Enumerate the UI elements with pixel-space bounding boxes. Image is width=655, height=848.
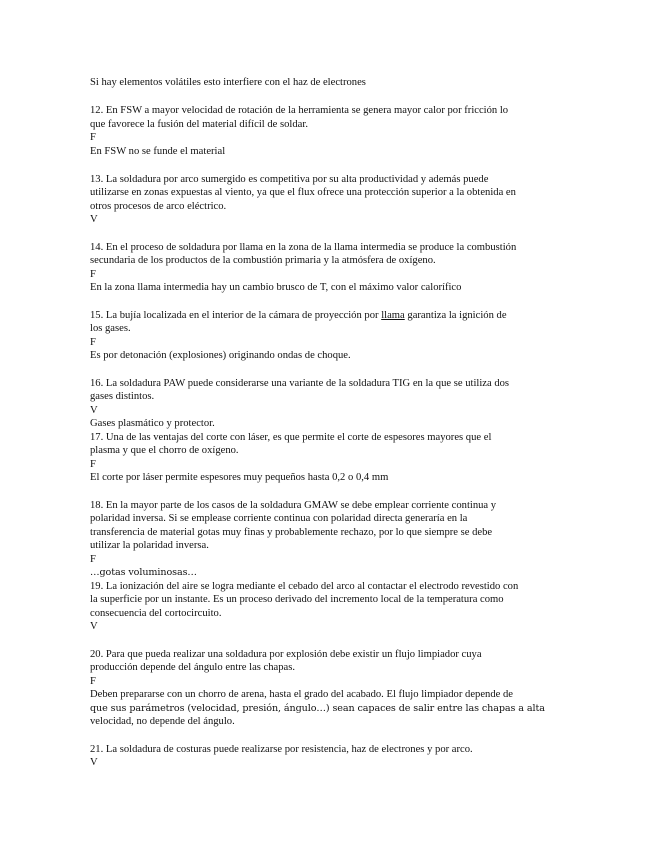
q19-answer: V (90, 621, 98, 632)
q15-answer: F (90, 337, 96, 348)
q15-underlined-word: llama (381, 310, 405, 321)
q15-note: Es por detonación (explosiones) originando ondas de choque. (90, 350, 351, 361)
q16-note: Gases plasmático y protector. (90, 418, 215, 429)
q15-text-line-2: los gases. (90, 323, 131, 334)
q12-text-line-1: 12. En FSW a mayor velocidad de rotación de la herramienta se genera mayor calor por fricción lo (90, 105, 509, 116)
q15-text-post: garantiza la ignición de (407, 310, 507, 321)
q17-text-line-2: plasma y que el chorro de oxígeno. (90, 445, 239, 456)
q20-answer: F (90, 676, 96, 687)
q15-text-line-1 (90, 309, 507, 323)
q19-text-line-2: la superficie por un instante. Es un proceso derivado del incremento local de la temperatura como (90, 594, 504, 605)
q14-text-line-2: secundaria de los productos de la combustión primaria y la atmósfera de oxígeno. (90, 255, 436, 266)
q20-note-line-2: que sus parámetros (velocidad, presión, ángulo…) sean capaces de salir entre las chapas a alta (90, 703, 545, 714)
q20-note-line-3: velocidad, no depende del ángulo. (90, 716, 235, 727)
q18-text-line-2: polaridad inversa. Si se emplease corriente continua con polaridad directa generaría en la (90, 513, 468, 524)
q13-text-line-2: utilizarse en zonas expuestas al viento, ya que el flux ofrece una protección superior a la obtenida en (90, 187, 516, 198)
q12-text-line-2: que favorece la fusión del material difícil de soldar. (90, 119, 308, 130)
q19-text-line-1: 19. La ionización del aire se logra mediante el cebado del arco al contactar el electrodo revestido con (90, 581, 519, 592)
q18-text-line-3: transferencia de material gotas muy finas y probablemente rechazo, por lo que siempre se debe (90, 527, 493, 538)
q20-note-line-1: Deben prepararse con un chorro de arena, hasta el grado del acabado. El flujo limpiador depende de (90, 689, 513, 700)
q15-text-pre: 15. La bujía localizada en el interior de la cámara de proyección por (90, 310, 379, 321)
q18-answer: F (90, 554, 96, 565)
q16-answer: V (90, 405, 98, 416)
q14-answer: F (90, 269, 96, 280)
q18-text-line-1: 18. En la mayor parte de los casos de la soldadura GMAW se debe emplear corriente continua y (90, 500, 497, 511)
q14-text-line-1: 14. En el proceso de soldadura por llama en la zona de la llama intermedia se produce la combustión (90, 242, 517, 253)
q17-text-line-1: 17. Una de las ventajas del corte con láser, es que permite el corte de espesores mayores que el (90, 432, 492, 443)
q13-text-line-3: otros procesos de arco eléctrico. (90, 201, 227, 212)
q16-text-line-2: gases distintos. (90, 391, 155, 402)
q17-answer: F (90, 459, 96, 470)
q21-text-line-1: 21. La soldadura de costuras puede realizarse por resistencia, haz de electrones y por arco. (90, 744, 473, 755)
q20-text-line-1: 20. Para que pueda realizar una soldadura por explosión debe existir un flujo limpiador cuya (90, 649, 482, 660)
q20-text-line-2: producción depende del ángulo entre las chapas. (90, 662, 296, 673)
q14-note: En la zona llama intermedia hay un cambio brusco de T, con el máximo valor calorífico (90, 282, 462, 293)
q13-text-line-1: 13. La soldadura por arco sumergido es competitiva por su alta productividad y además puede (90, 174, 489, 185)
q21-answer: V (90, 757, 98, 768)
intro-line: Si hay elementos volátiles esto interfiere con el haz de electrones (90, 77, 366, 88)
q12-note: En FSW no se funde el material (90, 146, 226, 157)
q18-text-line-4: utilizar la polaridad inversa. (90, 540, 209, 551)
q16-text-line-1: 16. La soldadura PAW puede considerarse una variante de la soldadura TIG en la que se utiliza dos (90, 378, 510, 389)
q19-text-line-3: consecuencia del cortocircuito. (90, 608, 222, 619)
q13-answer: V (90, 214, 98, 225)
q18-note: …gotas voluminosas… (90, 567, 197, 578)
q12-answer: F (90, 132, 96, 143)
q17-note: El corte por láser permite espesores muy pequeños hasta 0,2 o 0,4 mm (90, 472, 389, 483)
